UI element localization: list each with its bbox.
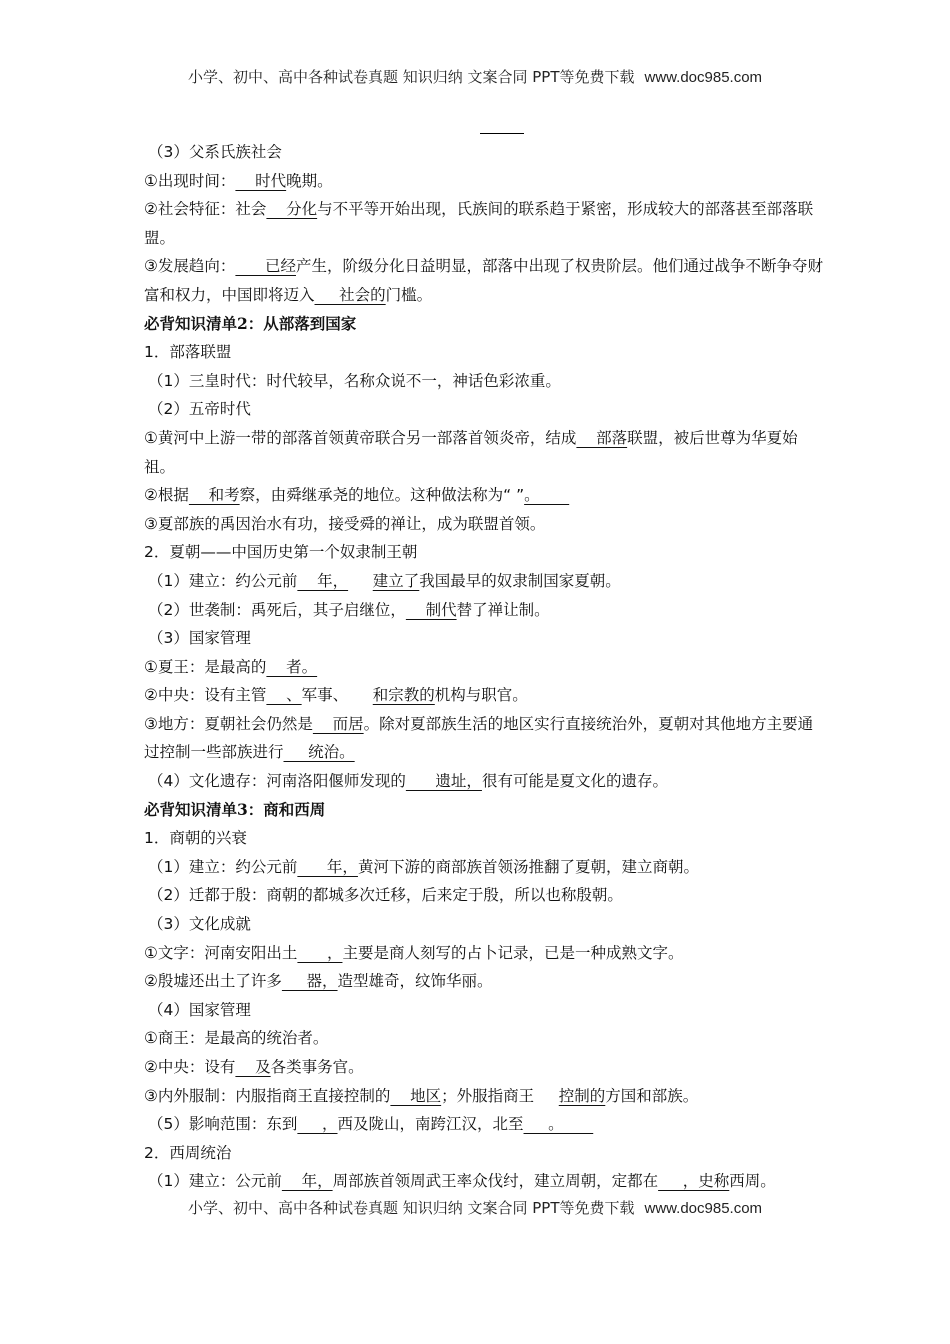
text-segment: （3）父系氏族社会 bbox=[148, 143, 282, 161]
fill-blank: 部落 bbox=[576, 428, 628, 447]
document-body bbox=[144, 138, 824, 1196]
footer-site: www.doc985.com bbox=[644, 1200, 763, 1217]
text-segment: 晚期。 bbox=[286, 171, 333, 190]
text-segment: ①出现时间： bbox=[144, 171, 236, 190]
text-line bbox=[144, 395, 824, 424]
text-line bbox=[144, 853, 824, 882]
fill-blank: ， bbox=[297, 943, 343, 962]
text-line bbox=[144, 138, 824, 167]
text-line bbox=[144, 939, 824, 968]
text-segment: 黄河下游的商部族首领汤推翻了夏朝，建立商朝。 bbox=[357, 857, 699, 876]
page-footer bbox=[0, 1197, 950, 1218]
fill-blank: ， bbox=[297, 1115, 338, 1134]
text-segment bbox=[348, 572, 373, 590]
text-segment: 西及陇山，南跨江汉，北至 bbox=[337, 1115, 524, 1134]
fill-blank: 年， bbox=[281, 1172, 333, 1191]
fill-blank: 和考 bbox=[188, 486, 240, 505]
text-line bbox=[144, 510, 824, 539]
fill-blank: 统治。 bbox=[283, 743, 355, 762]
text-segment: （1）建立：约公元前 bbox=[148, 571, 298, 590]
text-segment: 很有可能是夏文化的遗存。 bbox=[481, 772, 668, 791]
fill-blank: 年， bbox=[297, 857, 358, 876]
footer-text: 小学、初中、高中各种试卷真题 知识归纳 文案合同 PPT等免费下载 bbox=[187, 1199, 635, 1217]
text-segment: 门槛。 bbox=[385, 285, 433, 304]
text-segment: 替了禅让制。 bbox=[456, 600, 550, 619]
text-line bbox=[144, 910, 824, 939]
text-line bbox=[144, 424, 824, 481]
text-line bbox=[144, 624, 824, 653]
text-segment: （3）文化成就 bbox=[148, 915, 251, 934]
text-segment: 联盟，被后世尊为华夏始祖。 bbox=[144, 428, 798, 476]
text-segment: 2．夏朝——中国历史第一个奴隶制王朝 bbox=[144, 543, 418, 562]
fill-blank: 分化 bbox=[266, 200, 318, 219]
text-line bbox=[144, 1053, 824, 1082]
text-line bbox=[144, 538, 824, 567]
text-segment: ③地方：夏朝社会仍然是 bbox=[144, 714, 313, 733]
text-line bbox=[144, 367, 824, 396]
text-segment: ③发展趋向： bbox=[144, 257, 236, 276]
text-segment: ①黄河中上游一带的部落首领黄帝联合另一部落首领炎帝，结成 bbox=[144, 428, 577, 447]
text-line bbox=[144, 1167, 824, 1196]
top-blank-line bbox=[480, 133, 524, 134]
text-segment: ；外服指商王 bbox=[441, 1086, 559, 1105]
text-segment: ②殷墟还出土了许多 bbox=[144, 972, 282, 991]
text-line bbox=[144, 653, 824, 682]
fill-blank: 已经 bbox=[235, 257, 296, 276]
text-line bbox=[144, 481, 824, 510]
fill-blank: 控制的 bbox=[558, 1086, 606, 1105]
text-line bbox=[144, 1024, 824, 1053]
fill-blank: 年， bbox=[297, 571, 349, 590]
text-segment: （1）三皇时代：时代较早，名称众说不一，神话色彩浓重。 bbox=[148, 371, 561, 390]
fill-blank: 者。 bbox=[266, 657, 318, 676]
text-segment: 主要是商人刻写的占卜记录，已是一种成熟文字。 bbox=[342, 943, 684, 962]
fill-blank: 。 bbox=[524, 486, 570, 505]
text-segment: （4）文化遗存：河南洛阳偃师发现的 bbox=[148, 772, 406, 791]
text-line bbox=[144, 167, 824, 196]
fill-blank: 制代 bbox=[405, 600, 457, 619]
fill-blank: 地区 bbox=[390, 1086, 442, 1105]
text-segment: 与不平等开始出现，氏族间的联系趋于紧密，形成较大的部落甚至部落联盟。 bbox=[144, 200, 814, 247]
heading-text: 必背知识清单3：商和西周 bbox=[144, 799, 326, 819]
text-line bbox=[144, 967, 824, 996]
fill-blank: ，史称 bbox=[658, 1172, 730, 1191]
text-segment: （2）迁都于殷：商朝的都城多次迁移，后来定于殷，所以也称殷朝。 bbox=[148, 886, 623, 905]
header-site: www.doc985.com bbox=[644, 69, 763, 86]
text-segment: ②根据 bbox=[144, 486, 189, 505]
text-line bbox=[144, 252, 824, 309]
fill-blank: 器， bbox=[281, 972, 338, 991]
text-segment: 我国最早的奴隶制国家夏朝。 bbox=[419, 571, 621, 590]
text-segment: ①文字：河南安阳出土 bbox=[144, 943, 298, 962]
text-line bbox=[144, 338, 824, 367]
text-segment: 军事、 bbox=[301, 686, 373, 705]
text-line bbox=[144, 596, 824, 625]
text-line bbox=[144, 710, 824, 767]
text-line bbox=[144, 1139, 824, 1168]
fill-blank: 建立了 bbox=[372, 571, 420, 590]
fill-blank: 。 bbox=[523, 1115, 594, 1134]
text-segment: 各类事务官。 bbox=[270, 1058, 364, 1076]
text-segment: （2）五帝时代 bbox=[148, 400, 251, 419]
text-line bbox=[144, 824, 824, 853]
text-segment: 产生，阶级分化日益明显，部落中出现了权贵阶层。他们通过战争不断争夺财富和权力，中国即将迈入 bbox=[144, 257, 823, 304]
text-segment: （2）世袭制：禹死后，其子启继位， bbox=[148, 600, 406, 619]
text-segment: （3）国家管理 bbox=[148, 629, 251, 648]
text-segment: 造型雄奇，纹饰华丽。 bbox=[337, 972, 493, 991]
fill-blank: 、 bbox=[266, 686, 302, 705]
section-heading bbox=[144, 310, 824, 339]
text-segment: 1．商朝的兴衰 bbox=[144, 829, 247, 848]
text-line bbox=[144, 567, 824, 596]
text-segment: ②社会特征：社会 bbox=[144, 200, 267, 219]
text-segment: 。除对夏部族生活的地区实行直接统治外，夏朝对其他地方主要通过控制一些部族进行 bbox=[144, 714, 814, 762]
header-text: 小学、初中、高中各种试卷真题 知识归纳 文案合同 PPT等免费下载 bbox=[187, 68, 635, 86]
section-heading bbox=[144, 796, 824, 825]
text-line bbox=[144, 1110, 824, 1139]
text-segment: ①商王：是最高的统治者。 bbox=[144, 1029, 329, 1048]
text-segment: 察，由舜继承尧的地位。这种做法称为“ ” bbox=[239, 486, 525, 505]
text-segment: 机构与职官。 bbox=[434, 686, 528, 705]
text-segment: ②中央：设有主管 bbox=[144, 686, 267, 705]
text-segment: （4）国家管理 bbox=[148, 1000, 251, 1019]
text-line bbox=[144, 996, 824, 1025]
text-segment: ①夏王：是最高的 bbox=[144, 657, 267, 676]
text-segment: 西周。 bbox=[729, 1172, 776, 1191]
text-segment: （5）影响范围：东到 bbox=[148, 1115, 298, 1134]
text-line bbox=[144, 681, 824, 710]
text-segment: 1．部落联盟 bbox=[144, 343, 232, 362]
heading-text: 必背知识清单2：从部落到国家 bbox=[144, 313, 357, 333]
fill-blank: 及 bbox=[235, 1058, 271, 1076]
fill-blank: 社会的 bbox=[314, 285, 386, 304]
text-line bbox=[144, 767, 824, 796]
text-line bbox=[144, 195, 824, 252]
text-line bbox=[144, 1082, 824, 1111]
text-line bbox=[144, 881, 824, 910]
text-segment: 2．西周统治 bbox=[144, 1143, 232, 1162]
text-segment: （1）建立：约公元前 bbox=[148, 857, 298, 876]
text-segment: ③夏部族的禹因治水有功，接受舜的禅让，成为联盟首领。 bbox=[144, 514, 546, 533]
page-header bbox=[0, 66, 950, 87]
text-segment: （1）建立：公元前 bbox=[148, 1172, 282, 1191]
fill-blank: 时代 bbox=[235, 171, 287, 190]
text-segment: ②中央：设有 bbox=[144, 1058, 236, 1076]
text-segment: 方国和部族。 bbox=[605, 1086, 699, 1105]
fill-blank: 而居 bbox=[312, 714, 364, 733]
fill-blank: 和宗教的 bbox=[372, 686, 435, 705]
text-segment: ③内外服制：内服指商王直接控制的 bbox=[144, 1086, 391, 1105]
fill-blank: 遗址， bbox=[405, 772, 482, 791]
text-segment: 周部族首领周武王率众伐纣，建立周朝，定都在 bbox=[332, 1172, 659, 1191]
